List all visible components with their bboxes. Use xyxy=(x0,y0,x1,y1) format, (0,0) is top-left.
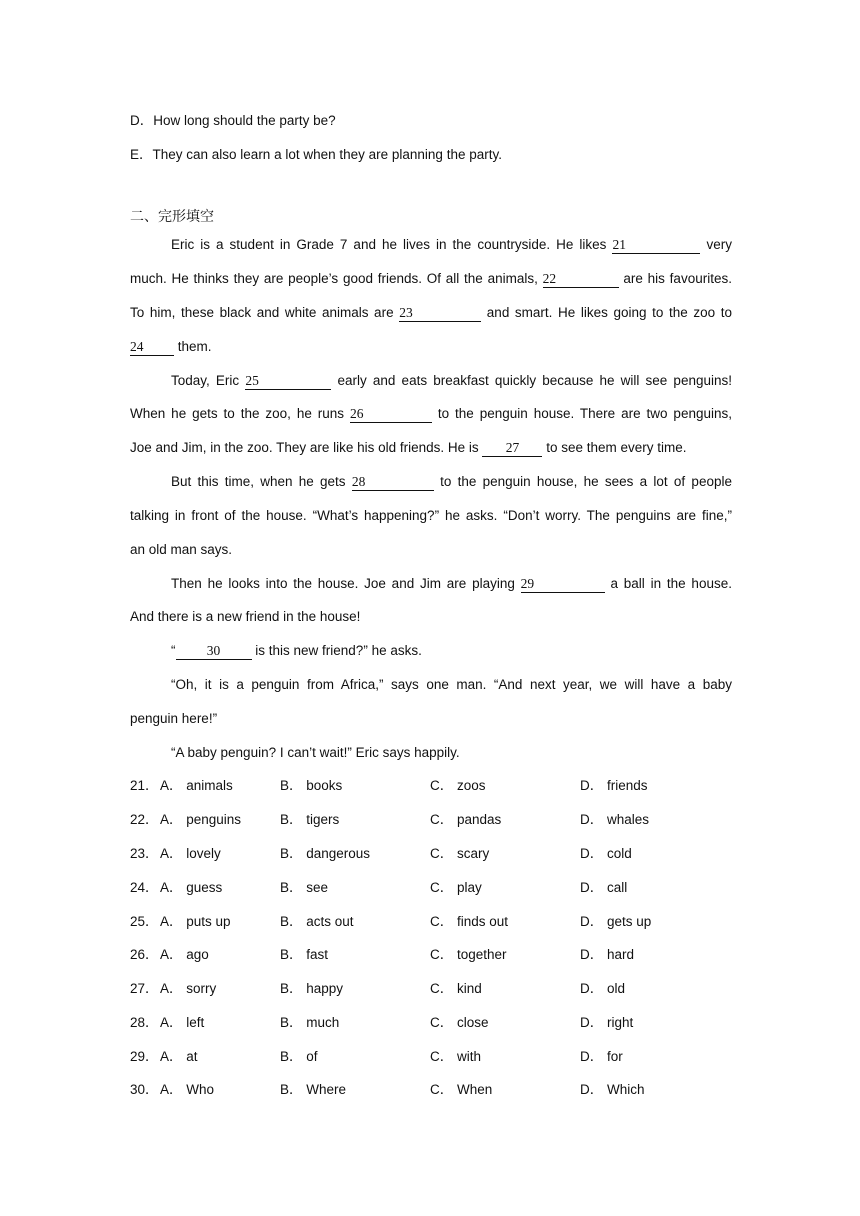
question-row xyxy=(130,913,750,931)
option-d[interactable]: D． old xyxy=(580,981,626,996)
blank-27[interactable]: 27 xyxy=(482,440,542,457)
question-number: 28． xyxy=(130,1015,159,1030)
option-c[interactable]: C． zoos xyxy=(430,778,486,793)
option-a[interactable]: A． puts up xyxy=(160,914,231,929)
option-a[interactable]: A． left xyxy=(160,1015,205,1030)
blank-21[interactable]: 21 xyxy=(612,237,700,254)
option-b[interactable]: B． tigers xyxy=(280,812,340,827)
option-a[interactable]: A． sorry xyxy=(160,981,217,996)
question-number: 27． xyxy=(130,981,159,996)
passage-line: Joe and Jim, in the zoo. They are like his old friends. He is 27 to see them every time. xyxy=(130,440,687,455)
option-c[interactable]: C． with xyxy=(430,1049,482,1064)
question-number: 21． xyxy=(130,778,159,793)
blank-28[interactable]: 28 xyxy=(352,474,434,491)
option-c[interactable]: C． finds out xyxy=(430,914,509,929)
option-a[interactable]: A． lovely xyxy=(160,846,221,861)
option-d[interactable]: D． friends xyxy=(580,778,648,793)
option-e-prev: E．They can also learn a lot when they are planning the party. xyxy=(130,147,502,162)
passage-line: Eric is a student in Grade 7 and he lives in the countryside. He likes 21 very xyxy=(171,237,732,252)
blank-22[interactable]: 22 xyxy=(543,271,619,288)
option-c[interactable]: C． pandas xyxy=(430,812,502,827)
option-d[interactable]: D． cold xyxy=(580,846,632,861)
option-b[interactable]: B． much xyxy=(280,1015,340,1030)
question-row xyxy=(130,811,750,829)
option-d[interactable]: D． call xyxy=(580,880,628,895)
option-c[interactable]: C． scary xyxy=(430,846,490,861)
blank-30[interactable]: 30 xyxy=(176,643,252,660)
question-number: 29． xyxy=(130,1049,159,1064)
question-number: 26． xyxy=(130,947,159,962)
question-row xyxy=(130,777,750,795)
blank-25[interactable]: 25 xyxy=(245,373,331,390)
option-d[interactable]: D． whales xyxy=(580,812,650,827)
passage-line: penguin here!” xyxy=(130,711,218,726)
passage-line: Then he looks into the house. Joe and Jim are playing 29 a ball in the house. xyxy=(171,576,732,591)
question-row xyxy=(130,946,750,964)
passage-line: When he gets to the zoo, he runs 26 to the penguin house. There are two penguins, xyxy=(130,406,732,421)
option-c[interactable]: C． play xyxy=(430,880,482,895)
passage-line: To him, these black and white animals are 23 and smart. He likes going to the zoo to xyxy=(130,305,732,320)
passage-line: And there is a new friend in the house! xyxy=(130,609,361,624)
option-c[interactable]: C． When xyxy=(430,1082,493,1097)
question-row xyxy=(130,1048,750,1066)
blank-23[interactable]: 23 xyxy=(399,305,481,322)
option-a[interactable]: A． ago xyxy=(160,947,209,962)
option-d[interactable]: D． right xyxy=(580,1015,634,1030)
question-number: 22． xyxy=(130,812,159,827)
option-d-prev: D．How long should the party be? xyxy=(130,113,336,128)
question-number: 23． xyxy=(130,846,159,861)
passage-line: “ 30 is this new friend?” he asks. xyxy=(171,643,422,658)
passage-line: talking in front of the house. “What’s happening?” he asks. “Don’t worry. The penguins are fine,” xyxy=(130,508,732,523)
option-b[interactable]: B． dangerous xyxy=(280,846,371,861)
option-b[interactable]: B． see xyxy=(280,880,329,895)
passage-line: 24 them. xyxy=(130,339,212,354)
option-b[interactable]: B． fast xyxy=(280,947,329,962)
option-b[interactable]: B． happy xyxy=(280,981,344,996)
blank-29[interactable]: 29 xyxy=(521,576,605,593)
option-a[interactable]: A． Who xyxy=(160,1082,215,1097)
blank-26[interactable]: 26 xyxy=(350,406,432,423)
section-heading: 二、完形填空 xyxy=(130,208,214,224)
option-a[interactable]: A． animals xyxy=(160,778,233,793)
question-row xyxy=(130,1081,750,1099)
option-b[interactable]: B． Where xyxy=(280,1082,347,1097)
passage-line: much. He thinks they are people’s good friends. Of all the animals, 22 are his favourites. xyxy=(130,271,732,286)
option-d[interactable]: D． for xyxy=(580,1049,623,1064)
option-b[interactable]: B． books xyxy=(280,778,343,793)
option-c[interactable]: C． close xyxy=(430,1015,489,1030)
option-a[interactable]: A． penguins xyxy=(160,812,242,827)
passage-line: an old man says. xyxy=(130,542,233,557)
option-d[interactable]: D． gets up xyxy=(580,914,652,929)
question-row xyxy=(130,980,750,998)
question-row xyxy=(130,1014,750,1032)
question-row xyxy=(130,879,750,897)
question-number: 25． xyxy=(130,914,159,929)
passage-line: Today, Eric 25 early and eats breakfast quickly because he will see penguins! xyxy=(171,373,732,388)
option-a[interactable]: A． at xyxy=(160,1049,198,1064)
option-c[interactable]: C． kind xyxy=(430,981,482,996)
passage-line: “A baby penguin? I can’t wait!” Eric says happily. xyxy=(171,745,460,760)
question-number: 24． xyxy=(130,880,159,895)
option-c[interactable]: C． together xyxy=(430,947,507,962)
question-row xyxy=(130,845,750,863)
option-b[interactable]: B． acts out xyxy=(280,914,354,929)
passage-line: “Oh, it is a penguin from Africa,” says one man. “And next year, we will have a baby xyxy=(171,677,732,692)
option-d[interactable]: D． hard xyxy=(580,947,635,962)
blank-24[interactable]: 24 xyxy=(130,339,174,356)
passage-line: But this time, when he gets 28 to the penguin house, he sees a lot of people xyxy=(171,474,732,489)
option-a[interactable]: A． guess xyxy=(160,880,223,895)
question-number: 30． xyxy=(130,1082,159,1097)
option-b[interactable]: B． of xyxy=(280,1049,318,1064)
option-d[interactable]: D． Which xyxy=(580,1082,645,1097)
